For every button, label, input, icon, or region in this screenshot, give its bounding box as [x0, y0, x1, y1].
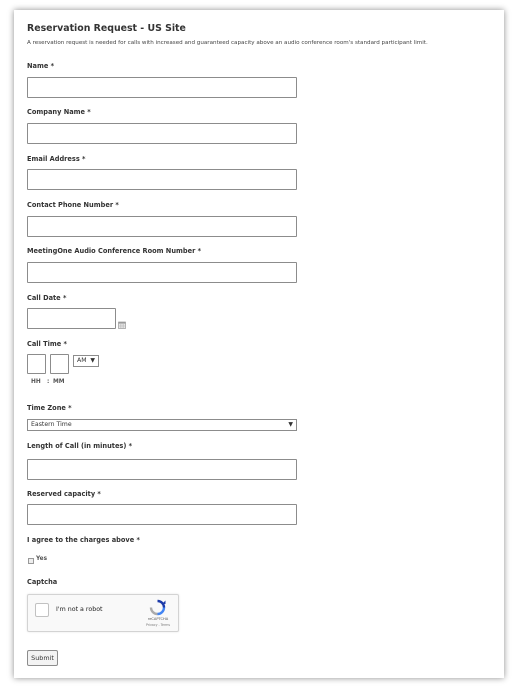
- name-input[interactable]: [27, 77, 297, 98]
- phone-label: Contact Phone Number *: [27, 201, 119, 209]
- length-label: Length of Call (in minutes) *: [27, 442, 133, 450]
- agree-label: I agree to the charges above *: [27, 536, 140, 544]
- recaptcha-checkbox[interactable]: [35, 603, 49, 617]
- call-date-input[interactable]: [27, 308, 116, 329]
- company-label: Company Name *: [27, 108, 91, 116]
- capacity-input[interactable]: [27, 504, 297, 525]
- company-input[interactable]: [27, 123, 297, 144]
- hh-caption: HH: [31, 379, 41, 385]
- form-description: A reservation request is needed for calls with increased and guaranteed capacity above an audio conference room's standard participant limit.: [27, 40, 428, 46]
- agree-option-label: Yes: [36, 556, 48, 562]
- ampm-value: AM: [77, 357, 87, 364]
- recaptcha-brand: reCAPTCHA: [147, 617, 169, 621]
- submit-button[interactable]: Submit: [27, 650, 58, 666]
- captcha-label: Captcha: [27, 578, 58, 586]
- chevron-down-icon: ▼: [288, 421, 293, 428]
- recaptcha-widget: [27, 594, 179, 632]
- email-label: Email Address *: [27, 155, 86, 163]
- phone-input[interactable]: [27, 216, 297, 237]
- time-zone-label: Time Zone *: [27, 404, 72, 412]
- ampm-select[interactable]: [73, 355, 99, 367]
- time-separator: :: [47, 379, 50, 385]
- minute-input[interactable]: [50, 354, 69, 374]
- reservation-form: [14, 10, 504, 678]
- length-input[interactable]: [27, 459, 297, 480]
- name-label: Name *: [27, 62, 55, 70]
- call-time-label: Call Time *: [27, 340, 67, 348]
- recaptcha-terms-link[interactable]: Privacy - Terms: [145, 623, 171, 627]
- recaptcha-label: I'm not a robot: [56, 606, 103, 613]
- room-input[interactable]: [27, 262, 297, 283]
- recaptcha-logo-icon: [149, 599, 166, 616]
- form-title: Reservation Request - US Site: [27, 23, 186, 34]
- mm-caption: MM: [53, 379, 65, 385]
- room-label: MeetingOne Audio Conference Room Number *: [27, 247, 202, 255]
- time-zone-select[interactable]: [27, 419, 297, 431]
- chevron-down-icon: ▼: [90, 357, 95, 364]
- hour-input[interactable]: [27, 354, 46, 374]
- calendar-icon[interactable]: [118, 314, 126, 322]
- time-zone-value: Eastern Time: [31, 421, 72, 428]
- call-date-label: Call Date *: [27, 294, 67, 302]
- agree-checkbox[interactable]: [28, 558, 34, 564]
- capacity-label: Reserved capacity *: [27, 490, 101, 498]
- email-input[interactable]: [27, 169, 297, 190]
